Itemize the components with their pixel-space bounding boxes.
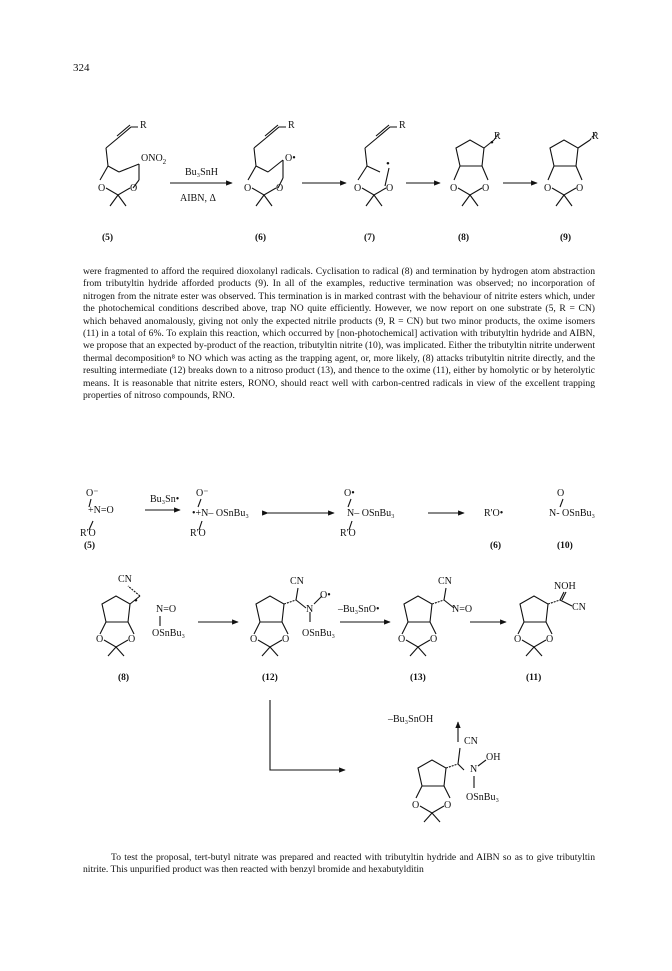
structure-label: O — [544, 183, 552, 194]
structure-label: CN — [572, 602, 586, 613]
structure-label: O — [130, 183, 138, 194]
structure-label: OSnBu₃ — [466, 792, 499, 803]
structure-label: O• — [285, 153, 296, 164]
compound-label: (12) — [262, 673, 278, 683]
page-number: 324 — [73, 62, 90, 74]
structure-label: R — [140, 120, 147, 131]
structure-label: CN — [438, 576, 452, 587]
structure-label: Bu₃Sn• — [150, 494, 180, 505]
structure-label: O — [98, 183, 106, 194]
radical-dot: • — [490, 137, 494, 149]
structure-label: O — [430, 634, 438, 645]
structure-label: O — [96, 634, 104, 645]
structure-label: CN — [290, 576, 304, 587]
radical-dot: • — [134, 595, 138, 607]
structure-label: +N=O — [88, 505, 114, 516]
structure-label: –Bu₃SnO• — [338, 604, 380, 615]
structure-label: R'O — [80, 528, 96, 539]
structure-label: O⁻ — [86, 488, 99, 499]
structure-label: •+N– OSnBu₃ — [192, 508, 249, 519]
compound-label: (13) — [410, 673, 426, 683]
reaction-arrow — [270, 700, 345, 770]
structure-label: R — [399, 120, 406, 131]
compound-label: (8) — [118, 673, 130, 683]
structure-label: N — [470, 764, 478, 775]
structure-11 — [518, 592, 572, 656]
structure-label: AIBN, Δ — [180, 193, 216, 204]
body-paragraph: were fragmented to afford the required dioxolanyl radicals. Cyclisation to radical (8) and termination by hydrogen atom abstraction from tributyltin hydride afforded products (9). In all of the examples, reductive termination was observed; no incorporation of nitrogen from the nitrate ester was observed. This termination is in marked contrast with the behaviour of nitrite esters which, under the photochemical conditions described above, trap NO quite efficiently. However, we now report on one substrate (5, R = CN) which behaved anomalously, giving not only the expected nitrile products (9, R = CN) but two minor products, the oxime isomers (11) in a total of 6%. To explain this reaction, which occurred by [non-photochemical] activation with tributyltin hydride and AIBN, we propose that an expected by-product of the reaction, tributyltin nitrite (10), was implicated. Either the tributyltin nitrite underwent thermal decomposition⁸ to NO which was acting as the trapping agent, or, more likely, (8) attacks tributyltin nitrite directly, and the resulting intermediate (12) breaks down to a nitroso product (13), and thence to the oxime (11), either by homolytic or by heterolytic means. It is reasonable that nitrite esters, RONO, should react well with carbon-centred radicals in view of the excellent trapping properties of nitroso compounds, RNO. — [83, 266, 595, 402]
compound-label: (9) — [560, 233, 572, 243]
structure-label: O — [444, 800, 452, 811]
structure-label: OSnBu₃ — [302, 628, 335, 639]
compound-label: (11) — [526, 673, 542, 683]
compound-label: (8) — [458, 233, 470, 243]
compound-label: (7) — [364, 233, 376, 243]
structure-label: OH — [486, 752, 501, 763]
structure-label: R'O — [340, 528, 356, 539]
structure-label: R — [592, 131, 599, 142]
structure-label: O — [576, 183, 584, 194]
compound-label: (5) — [102, 233, 114, 243]
structure-label: N=O — [452, 604, 473, 615]
structure-label: O• — [320, 590, 331, 601]
structure-8-cn — [100, 586, 160, 656]
structure-label: O — [514, 634, 522, 645]
structure-label: CN — [118, 574, 132, 585]
structure-label: N- OSnBu₃ — [549, 508, 595, 519]
structure-label: O — [128, 634, 136, 645]
compound-label: (6) — [490, 541, 502, 551]
structure-label: NOH — [554, 581, 576, 592]
structure-label: O — [482, 183, 490, 194]
compound-label: (5) — [84, 541, 96, 551]
structure-12 — [254, 588, 322, 656]
structure-label: –Bu₃SnOH — [388, 714, 434, 725]
structure-label: O — [450, 183, 458, 194]
structure-label: N — [306, 604, 314, 615]
structure-13 — [402, 588, 454, 656]
structure-label: O — [250, 634, 258, 645]
structure-label: Bu₃SnH — [185, 167, 218, 178]
structure-label: O — [244, 183, 252, 194]
structure-label: O — [276, 183, 284, 194]
structure-label: O — [282, 634, 290, 645]
structure-label: O — [386, 183, 394, 194]
structure-label: $ONO_2$ — [141, 153, 167, 166]
structure-label: CN — [464, 736, 478, 747]
structure-label: R'O• — [484, 508, 504, 519]
structure-label: OSnBu₃ — [152, 628, 185, 639]
structure-label: R'O — [190, 528, 206, 539]
structure-label: O• — [344, 488, 355, 499]
body-paragraph: To test the proposal, tert-butyl nitrate was prepared and reacted with tributyltin hydride and AIBN so as to give tributyltin nitrite. This unpurified product was then reacted with benzyl bromide and hexabutylditin — [83, 852, 595, 876]
radical-dot: • — [386, 158, 390, 170]
structure-label: O — [546, 634, 554, 645]
structure-label: R — [288, 120, 295, 131]
structure-label: O — [398, 634, 406, 645]
structure-label: N– OSnBu₃ — [347, 508, 395, 519]
compound-label: (6) — [255, 233, 267, 243]
structure-label: O — [557, 488, 565, 499]
structure-label: N=O — [156, 604, 177, 615]
structure-label: O — [412, 800, 420, 811]
compound-label: (10) — [557, 541, 573, 551]
structure-label: R — [494, 131, 501, 142]
structure-label: O — [354, 183, 362, 194]
structure-label: O⁻ — [196, 488, 209, 499]
